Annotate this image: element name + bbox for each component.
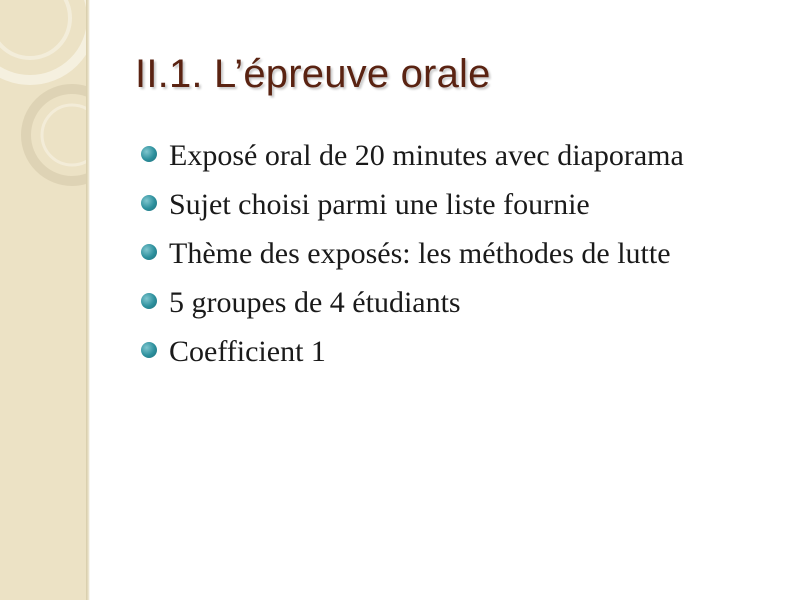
bullet-item: [140, 136, 790, 176]
bullet-text: 5 groupes de 4 étudiants: [169, 286, 461, 319]
bullet-item: [140, 283, 790, 323]
concentric-circles-decoration: [0, 0, 86, 600]
bullet-item: [140, 332, 790, 372]
round-bullet-icon: [141, 146, 157, 162]
slide-title: II.1. L’épreuve orale: [135, 52, 491, 96]
bullet-text: Exposé oral de 20 minutes avec diaporama: [169, 139, 684, 172]
bullet-text: Sujet choisi parmi une liste fournie: [169, 188, 590, 221]
round-bullet-icon: [141, 342, 157, 358]
bullet-list: [140, 136, 790, 381]
bullet-text: Coefficient 1: [169, 335, 326, 368]
side-panel-edge: [86, 0, 90, 600]
side-decoration-panel: [0, 0, 86, 600]
bullet-item: [140, 185, 790, 225]
bullet-item: [140, 234, 790, 274]
bullet-text: Thème des exposés: les méthodes de lutte: [169, 237, 671, 270]
round-bullet-icon: [141, 195, 157, 211]
round-bullet-icon: [141, 293, 157, 309]
round-bullet-icon: [141, 244, 157, 260]
